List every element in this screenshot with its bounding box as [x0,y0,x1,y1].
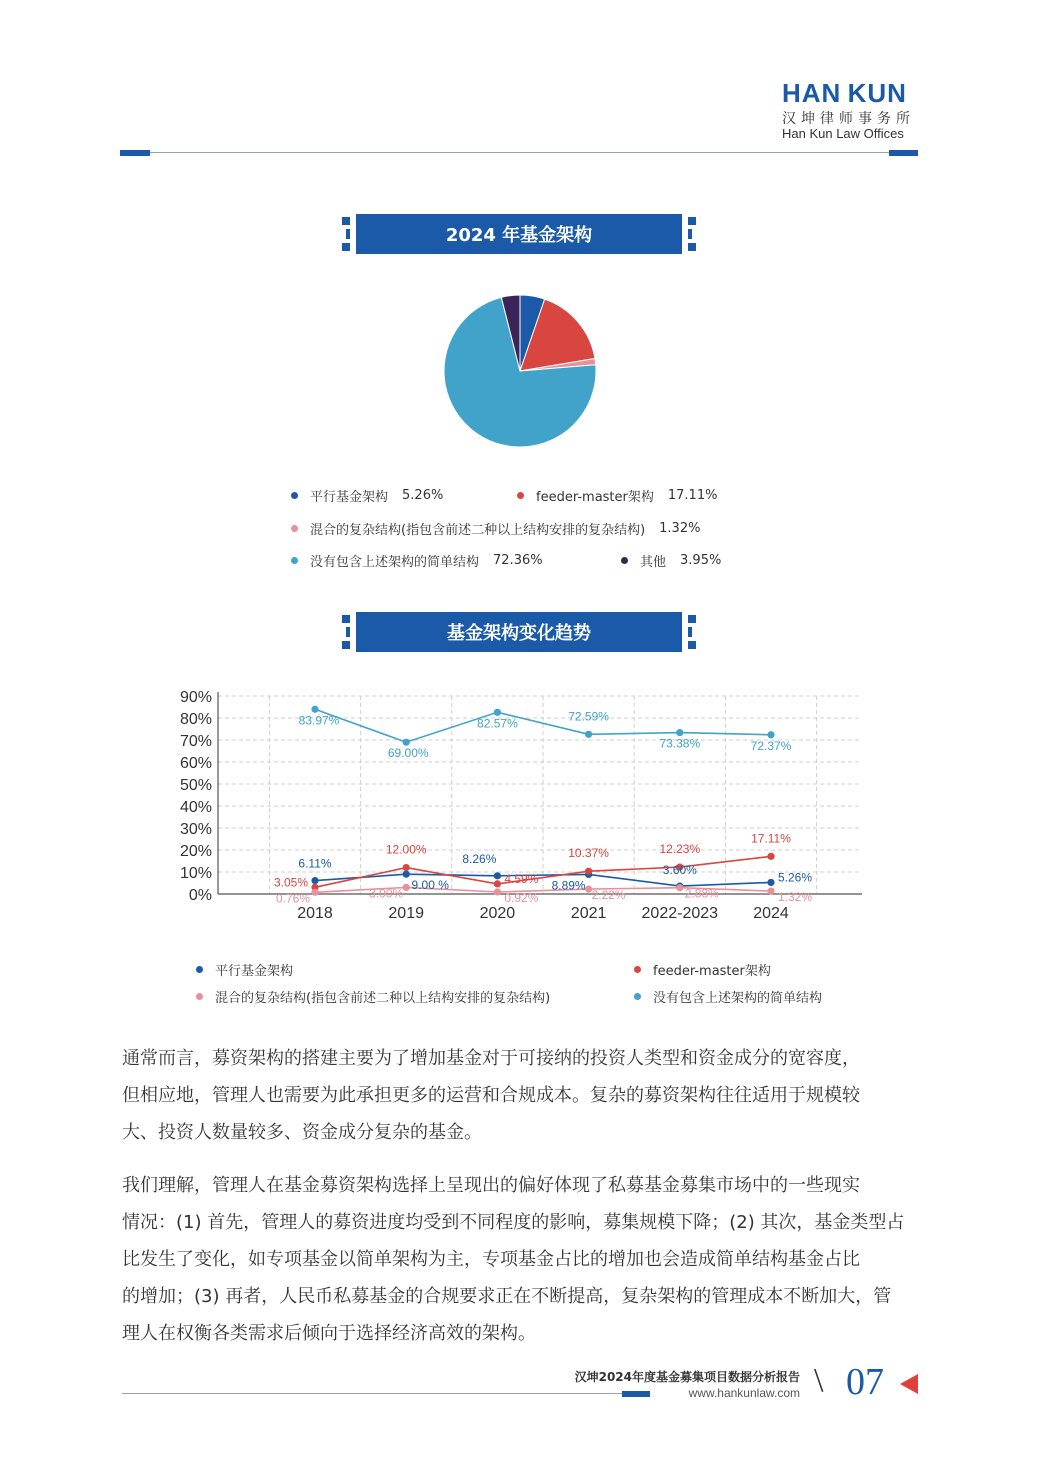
logo-english-name: Han Kun Law Offices [782,126,904,141]
data-point-simple [585,731,592,738]
banner-deco-left [340,217,350,251]
y-tick-label: 40% [179,799,212,816]
y-tick-label: 80% [179,711,212,728]
pie-legend-parallel [291,486,443,505]
header-accent-left [120,150,150,156]
y-tick-label: 90% [179,689,212,706]
data-label-feeder: 3.05% [273,875,309,890]
header-divider [120,152,918,153]
legend-value: 3.95% [680,553,722,568]
banner-deco-right [688,217,698,251]
section-banner-2024 [340,214,698,254]
line-legend-hybrid [196,987,550,1006]
footer-divider [122,1393,622,1394]
footer-accent [622,1391,650,1397]
data-point-parallel [767,879,774,886]
legend-value: 5.26% [402,488,444,503]
pie-chart [430,285,610,455]
legend-value: 72.36% [493,553,543,568]
data-label-parallel: 3.60% [662,863,697,878]
data-label-hybrid: 0.92% [504,890,539,905]
legend-label: 其他 [640,555,667,570]
legend-dot [291,525,298,532]
x-tick-label: 2024 [753,905,789,922]
data-point-simple [311,706,318,713]
paragraph-line: 我们理解，管理人在基金募资架构选择上呈现出的偏好体现了私募基金募集市场中的一些现实 [122,1175,860,1196]
data-label-hybrid: 3.00% [369,886,404,901]
data-label-hybrid: 0.76% [275,891,311,906]
y-tick-label: 20% [179,843,212,860]
section-title: 2024 年基金架构 [356,214,682,254]
data-label-feeder: 12.23% [659,842,701,857]
legend-value: 1.32% [659,521,701,536]
data-label-simple: 82.57% [477,716,518,731]
data-point-parallel [403,871,410,878]
x-tick-label: 2019 [388,905,424,922]
legend-dot [196,993,203,1000]
data-label-simple: 72.37% [750,738,792,753]
paragraph-line: 通常而言，募资架构的搭建主要为了增加基金对于可接纳的投资人类型和资金成分的宽容度， [122,1048,860,1069]
data-point-hybrid [494,888,501,895]
paragraph-line: 的增加；(3) 再者，人民币私募基金的合规要求正在不断提高，复杂架构的管理成本不断加大，管 [122,1286,892,1307]
y-tick-label: 60% [179,755,212,772]
legend-dot [291,557,298,564]
paragraph-line: 情况：(1) 首先，管理人的募资进度均受到不同程度的影响，募集规模下降；(2) 其次，基金类型占 [122,1212,905,1233]
legend-label: 没有包含上述架构的简单结构 [310,555,480,570]
data-label-simple: 69.00% [387,746,429,761]
line-legend-simple [634,987,822,1006]
x-tick-label: 2021 [570,905,607,922]
pie-legend-other [621,551,721,570]
legend-dot [517,492,524,499]
page-number: 07 [846,1361,884,1403]
paragraph-1 [122,1040,918,1151]
line-legend-feeder [634,960,771,979]
section-title: 基金架构变化趋势 [356,612,682,652]
data-point-hybrid [403,884,410,891]
legend-label: 平行基金架构 [310,490,389,505]
legend-label: 混合的复杂结构(指包含前述二种以上结构安排的复杂结构) [310,523,646,538]
header-accent-right [889,150,918,156]
legend-label: 平行基金架构 [215,964,294,979]
banner-deco-left [340,615,350,649]
line-chart [160,680,880,925]
footer-slash: \ [814,1362,824,1399]
data-label-feeder: 12.00% [385,842,427,857]
x-tick-label: 2020 [479,905,516,922]
paragraph-2 [122,1167,918,1352]
data-label-parallel: 6.11% [298,856,332,871]
x-tick-label: 2018 [297,905,333,922]
logo-chinese-name: 汉坤律师事务所 [782,111,915,127]
data-point-feeder [767,853,774,860]
logo-kun: KUN [847,78,907,108]
legend-label: feeder-master架构 [653,964,771,979]
data-label-parallel: 8.26% [462,851,497,866]
data-point-simple [494,709,501,716]
legend-value: 17.11% [667,488,718,503]
y-tick-label: 50% [179,777,212,794]
data-point-feeder [403,864,410,871]
data-label-simple: 73.38% [659,736,701,751]
data-label-parallel: 5.26% [777,870,813,885]
footer-report-title: 汉坤2024年度基金募集项目数据分析报告 [574,1370,800,1384]
logo-wordmark [782,78,907,109]
legend-dot [196,966,203,973]
y-tick-label: 10% [179,865,212,882]
data-point-feeder [585,868,592,875]
legend-dot [291,492,298,499]
paragraph-line: 理人在权衡各类需求后倾向于选择经济高效的架构。 [122,1323,536,1344]
data-label-parallel: 9.00 % [411,878,449,893]
data-label-feeder: 4.59% [504,871,539,886]
paragraph-line: 大、投资人数量较多、资金成分复杂的基金。 [122,1122,482,1143]
data-label-parallel: 8.89% [551,878,586,893]
legend-dot [621,557,628,564]
data-point-feeder [494,880,501,887]
pie-legend-hybrid [291,519,700,538]
legend-dot [634,993,641,1000]
paragraph-line: 但相应地，管理人也需要为此承担更多的运营和合规成本。复杂的募资架构往往适用于规模较 [122,1085,860,1106]
data-label-hybrid: 2.88% [684,886,719,901]
line-legend-parallel [196,960,293,979]
data-point-hybrid [311,889,318,896]
logo-han: HAN [782,78,842,108]
y-tick-label: 30% [179,821,212,838]
y-tick-label: 70% [179,733,212,750]
x-tick-label: 2022-2023 [641,905,719,922]
data-point-simple [403,739,410,746]
y-tick-label: 0% [188,887,212,904]
data-label-hybrid: 1.32% [777,890,813,905]
data-point-hybrid [676,884,683,891]
section-banner-trend [340,612,698,652]
banner-deco-right [688,615,698,649]
pie-legend-feeder [517,486,717,505]
legend-label: 没有包含上述架构的简单结构 [653,991,823,1006]
data-label-feeder: 17.11% [751,831,791,846]
legend-label: feeder-master架构 [536,490,654,505]
data-point-simple [676,729,683,736]
data-label-feeder: 10.37% [568,846,609,861]
footer-url[interactable]: www.hankunlaw.com [688,1386,800,1400]
data-label-hybrid: 2.22% [591,888,626,903]
data-label-simple: 72.59% [568,709,609,724]
data-point-parallel [311,877,318,884]
legend-label: 混合的复杂结构(指包含前述二种以上结构安排的复杂结构) [215,991,551,1006]
data-point-hybrid [767,887,774,894]
data-label-simple: 83.97% [298,713,340,728]
pie-legend-simple [291,551,543,570]
data-point-parallel [494,872,501,879]
footer-triangle-icon [900,1374,918,1394]
paragraph-line: 比发生了变化，如专项基金以简单架构为主，专项基金占比的增加也会造成简单结构基金占比 [122,1249,860,1270]
legend-dot [634,966,641,973]
data-point-simple [767,731,774,738]
